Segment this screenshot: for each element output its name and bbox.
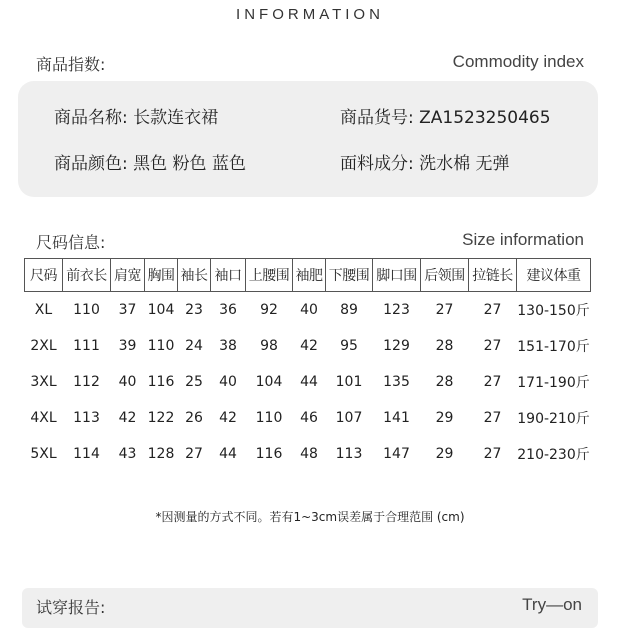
size-table-header-cell: 下腰围 — [326, 259, 373, 292]
size-table-header-cell: 脚口围 — [373, 259, 421, 292]
table-cell: 98 — [260, 338, 278, 354]
size-table-header-cell: 肩宽 — [111, 259, 145, 292]
table-cell: 3XL — [30, 374, 57, 390]
size-table-header-cell: 尺码 — [25, 259, 63, 292]
table-cell: 43 — [118, 446, 137, 462]
table-cell: 95 — [340, 338, 358, 354]
table-cell: 42 — [219, 410, 237, 426]
table-cell: 141 — [383, 410, 410, 426]
size-table-header-cell: 袖口 — [211, 259, 246, 292]
table-row — [25, 364, 591, 400]
table-cell: 147 — [383, 446, 410, 462]
size-table-header-cell: 上腰围 — [246, 259, 293, 292]
table-cell: 23 — [185, 302, 203, 318]
table-cell: 40 — [219, 374, 237, 390]
size-table-header-cell: 拉链长 — [469, 259, 517, 292]
table-cell: 27 — [435, 302, 454, 318]
table-cell: 123 — [383, 302, 410, 318]
table-cell: 110 — [255, 410, 283, 426]
table-cell: 29 — [435, 410, 454, 426]
tryon-section-header — [22, 588, 598, 628]
table-cell: 101 — [335, 374, 363, 390]
size-table — [24, 258, 591, 472]
product-color: 商品颜色: 黑色 粉色 蓝色 — [54, 154, 246, 174]
table-cell: 104 — [255, 374, 283, 390]
table-cell: 130-150斤 — [517, 303, 590, 319]
table-cell: 2XL — [30, 338, 57, 354]
table-cell: 122 — [147, 410, 175, 426]
table-cell: 42 — [118, 410, 137, 426]
table-cell: 27 — [483, 374, 502, 390]
size-table-body — [25, 292, 591, 473]
table-row — [25, 328, 591, 364]
table-cell: 5XL — [30, 446, 57, 462]
table-cell: 107 — [335, 410, 363, 426]
table-cell: 104 — [147, 302, 175, 318]
table-cell: 116 — [147, 374, 175, 390]
table-cell: 40 — [300, 302, 318, 318]
table-cell: 116 — [255, 446, 283, 462]
table-cell: 36 — [219, 302, 237, 318]
tryon-label-en: Try—on — [522, 595, 582, 614]
table-cell: 171-190斤 — [517, 375, 590, 391]
table-cell: 4XL — [30, 410, 57, 426]
size-section-header — [36, 230, 584, 254]
table-cell: 29 — [435, 446, 454, 462]
table-cell: 46 — [300, 410, 318, 426]
table-cell: 25 — [185, 374, 203, 390]
tryon-label-cn: 试穿报告: — [36, 598, 106, 617]
commodity-label-cn: 商品指数: — [36, 55, 106, 74]
table-cell: 151-170斤 — [517, 339, 590, 355]
commodity-section-header — [36, 52, 584, 76]
table-cell: 48 — [300, 446, 318, 462]
size-table-header-cell: 袖长 — [178, 259, 211, 292]
table-cell: 114 — [73, 446, 100, 462]
size-label-cn: 尺码信息: — [36, 233, 106, 252]
table-cell: 27 — [185, 446, 203, 462]
table-cell: 128 — [147, 446, 175, 462]
size-table-header-cell: 建议体重 — [517, 259, 591, 292]
table-cell: 39 — [118, 338, 137, 354]
table-cell: 113 — [335, 446, 363, 462]
table-cell: XL — [34, 302, 53, 318]
size-table-header-cell: 袖肥 — [293, 259, 326, 292]
product-name: 商品名称: 长款连衣裙 — [54, 108, 219, 128]
commodity-index-box — [18, 81, 598, 197]
table-cell: 129 — [383, 338, 410, 354]
table-cell: 110 — [147, 338, 175, 354]
table-cell: 27 — [483, 302, 502, 318]
table-cell: 135 — [383, 374, 410, 390]
table-cell: 27 — [483, 446, 502, 462]
table-cell: 190-210斤 — [517, 411, 590, 427]
table-cell: 37 — [118, 302, 137, 318]
product-fabric: 面料成分: 洗水棉 无弹 — [340, 154, 510, 174]
size-table-header-cell: 后领围 — [421, 259, 469, 292]
table-cell: 27 — [483, 410, 502, 426]
size-table-header-cell: 前衣长 — [63, 259, 111, 292]
page-title: INFORMATION — [236, 6, 384, 23]
table-cell: 44 — [300, 374, 318, 390]
measurement-note: *因测量的方式不同。若有1~3cm误差属于合理范围 (cm) — [155, 510, 465, 524]
table-cell: 110 — [73, 302, 100, 318]
table-cell: 26 — [185, 410, 203, 426]
table-cell: 24 — [185, 338, 203, 354]
size-table-header-cell: 胸围 — [145, 259, 178, 292]
size-table-header-row — [25, 259, 591, 292]
product-sku: 商品货号: ZA1523250465 — [340, 108, 551, 128]
table-cell: 112 — [73, 374, 100, 390]
table-cell: 111 — [73, 338, 100, 354]
table-row — [25, 436, 591, 472]
table-cell: 38 — [219, 338, 237, 354]
table-row — [25, 292, 591, 329]
table-cell: 40 — [118, 374, 137, 390]
table-cell: 42 — [300, 338, 318, 354]
table-cell: 210-230斤 — [517, 447, 590, 463]
table-cell: 89 — [340, 302, 358, 318]
table-row — [25, 400, 591, 436]
size-label-en: Size information — [462, 230, 584, 249]
table-cell: 44 — [219, 446, 237, 462]
table-cell: 28 — [435, 374, 454, 390]
table-cell: 92 — [260, 302, 278, 318]
table-cell: 28 — [435, 338, 454, 354]
commodity-label-en: Commodity index — [452, 52, 584, 71]
table-cell: 113 — [73, 410, 100, 426]
table-cell: 27 — [483, 338, 502, 354]
